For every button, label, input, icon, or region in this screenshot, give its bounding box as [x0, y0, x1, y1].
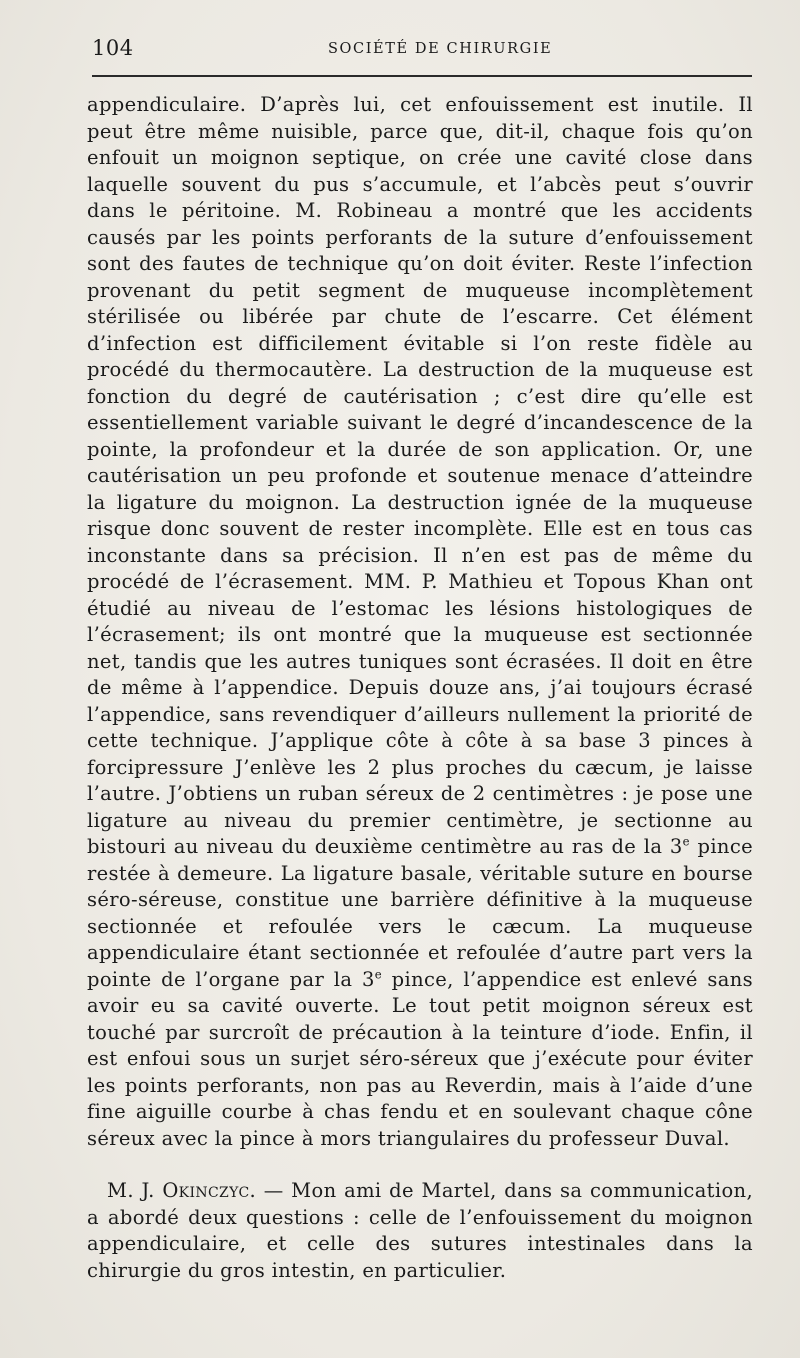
header-rule [92, 75, 752, 77]
body-text [87, 92, 753, 1284]
superscript-e: e [374, 967, 383, 981]
page-number: 104 [92, 36, 134, 60]
running-head: SOCIÉTÉ DE CHIRURGIE [328, 41, 553, 57]
paragraph-1-text-b: pince restée à demeure. La ligature basale, véritable suture en bourse séro-séreuse, constitue une barrière définitive à la muqueuse sectionnée et refoulée vers le cæcum. La muqueuse appendiculaire étant sectionnée et refoulée d’autre part vers la pointe de l’organe par la 3 [87, 835, 753, 991]
paragraph-1 [87, 92, 753, 1152]
speaker-name: Okinczyc [162, 1179, 250, 1202]
speaker-prefix: M. J. [107, 1179, 163, 1202]
paragraph-1-text-c: pince, l’appendice est enlevé sans avoir eu sa cavité ouverte. Le tout petit moignon séreux est touché par surcroît de précaution à la teinture d’iode. Enfin, il est enfoui sous un surjet séro-séreux que j’exécute pour éviter les points perforants, non pas au Reverdin, mais à l’aide d’une fine aiguille courbe à chas fendu et en soulevant chaque cône séreux avec la pince à mors triangulaires du professeur Duval. [87, 967, 754, 1150]
paragraph-2 [87, 1178, 753, 1284]
paragraph-2-text: . — Mon ami de Martel, dans sa communication, a abordé deux questions : celle de l’enfouissement du moignon appendiculaire, et celle des sutures intestinales dans la chirurgie du gros intestin, en particulier. [87, 1179, 753, 1282]
paragraph-1-text-a: appendiculaire. D’après lui, cet enfouissement est inutile. Il peut être même nuisible, parce que, dit-il, chaque fois qu’on enfouit un moignon septique, on crée une cavité close dans laquelle souvent du pus s’accumule, et l’abcès peut s’ouvrir dans le péritoine. M. Robineau a montré que les accidents causés par les points perforants de la suture d’enfouissement sont des fautes de technique qu’on doit éviter. Reste l’infection provenant du petit segment de muqueuse incomplètement stérilisée ou libérée par chute de l’escarre. Cet élément d’infection est difficilement évitable si l’on reste fidèle au procédé du thermocautère. La destruction de la muqueuse est fonction du degré de cautérisation ; c’est dire qu’elle est essentiellement variable suivant le degré d’incandescence de la pointe, la profondeur et la durée de son application. Or, une cautérisation un peu profonde et soutenue menace d’atteindre la ligature du moignon. La destruction ignée de la muqueuse risque donc souvent de rester incomplète. Elle est en tous cas inconstante dans sa précision. Il n’en est pas de même du procédé de l’écrasement. MM. P. Mathieu et Topous Khan ont étudié au niveau de l’estomac les lésions histologiques de l’écrasement; ils ont montré que la muqueuse est sectionnée net, tandis que les autres tuniques sont écrasées. Il doit en être de même à l’appendice. Depuis douze ans, j’ai toujours écrasé l’appendice, sans revendiquer d’ailleurs nullement la priorité de cette technique. J’applique côte à côte à sa base 3 pinces à forcipressure J’enlève les 2 plus proches du cæcum, je laisse l’autre. J’obtiens un ruban séreux de 2 centimètres : je pose une ligature au niveau du premier centimètre, je sectionne au bistouri au niveau du deuxième centimètre au ras de la 3 [87, 93, 753, 858]
page-header [92, 36, 752, 60]
superscript-e: e [682, 834, 690, 849]
